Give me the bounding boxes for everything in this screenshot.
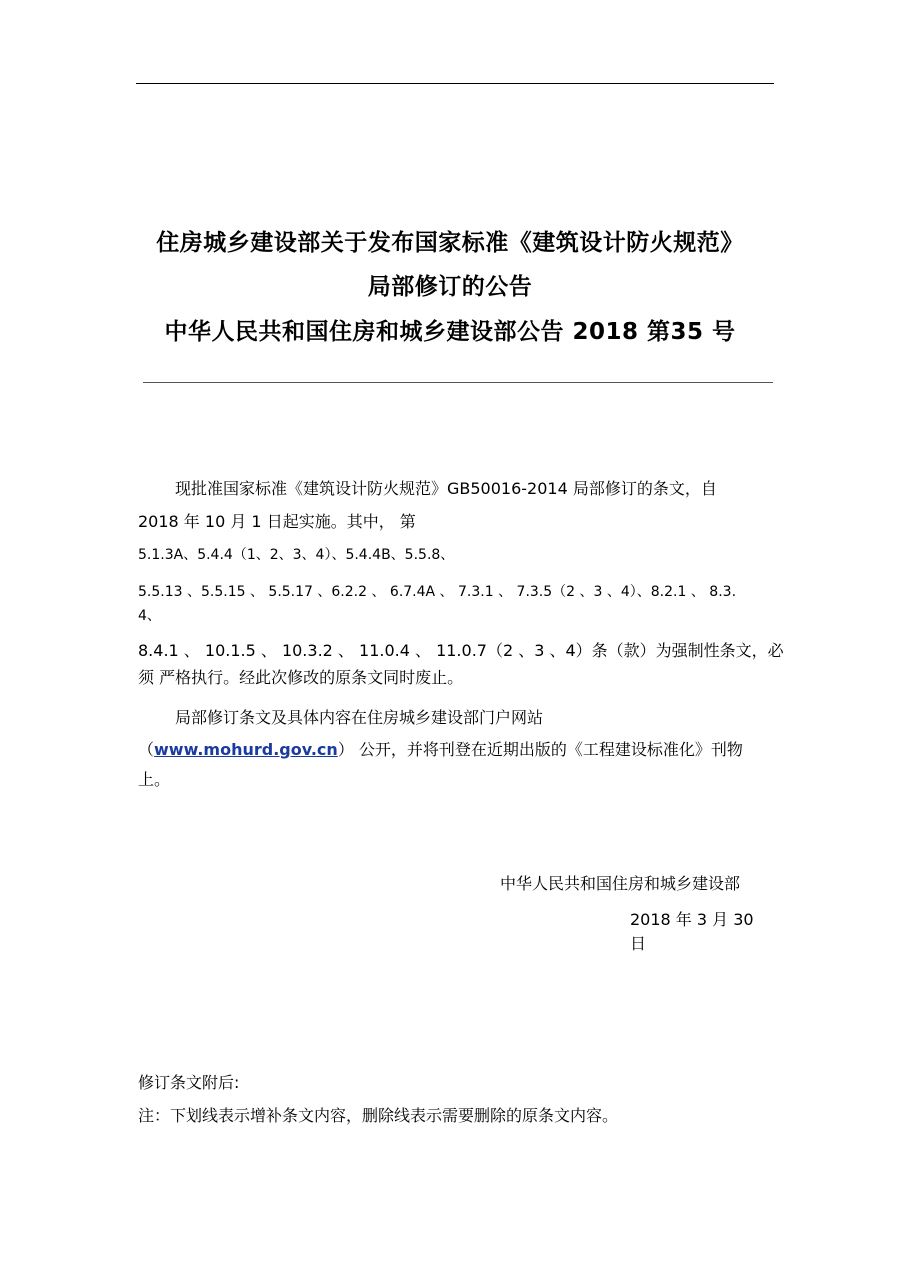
document-title-line-1: 住房城乡建设部关于发布国家标准《建筑设计防火规范》: [156, 230, 744, 256]
signature-organization: 中华人民共和国住房和城乡建设部: [500, 874, 741, 893]
signature-date-line-1: 2018 年 3 月 30: [630, 910, 754, 929]
top-divider: [136, 83, 774, 84]
paragraph-1-line-7: 须 严格执行。经此次修改的原条文同时废止。: [138, 668, 464, 687]
title-divider: [143, 382, 773, 383]
paragraph-2-line-2: [138, 740, 743, 760]
paragraph-1-line-4: 5.5.13 、5.5.15 、 5.5.17 、6.2.2 、 6.7.4A 、 7.3.1 、 7.3.5（2 、3 、4）、8.2.1 、 8.3.: [138, 584, 737, 600]
paragraph-1-line-5: 4、: [138, 608, 161, 624]
paragraph-2-line-1: 局部修订条文及具体内容在住房城乡建设部门户网站: [175, 708, 544, 727]
paragraph-1-line-2: 2018 年 10 月 1 日起实施。其中， 第: [138, 512, 416, 531]
paragraph-2-line-2-rest: ） 公开，并将刊登在近期出版的《工程建设标准化》刊物: [337, 740, 743, 759]
paragraph-1-line-3: 5.1.3A、5.4.4（1、2、3、4）、5.4.4B、5.5.8、: [138, 547, 455, 563]
appendix-note: 修订条文附后:: [138, 1073, 240, 1092]
open-paren: （: [138, 740, 155, 759]
paragraph-1-line-1: 现批准国家标准《建筑设计防火规范》GB50016-2014 局部修订的条文，自: [175, 479, 717, 498]
announcement-number: 中华人民共和国住房和城乡建设部公告 2018 第35 号: [164, 319, 736, 345]
paragraph-2-line-3: 上。: [138, 770, 171, 789]
paragraph-1-line-6: 8.4.1 、 10.1.5 、 10.3.2 、 11.0.4 、 11.0.7（2 、3 、4）条（款）为强制性条文，必: [138, 641, 784, 660]
signature-date-line-2: 日: [630, 934, 647, 953]
legend-note: 注：下划线表示增补条文内容，删除线表示需要删除的原条文内容。: [138, 1106, 619, 1125]
document-title-line-2: 局部修订的公告: [367, 274, 533, 300]
mohurd-website-link[interactable]: www.mohurd.gov.cn: [154, 740, 338, 759]
